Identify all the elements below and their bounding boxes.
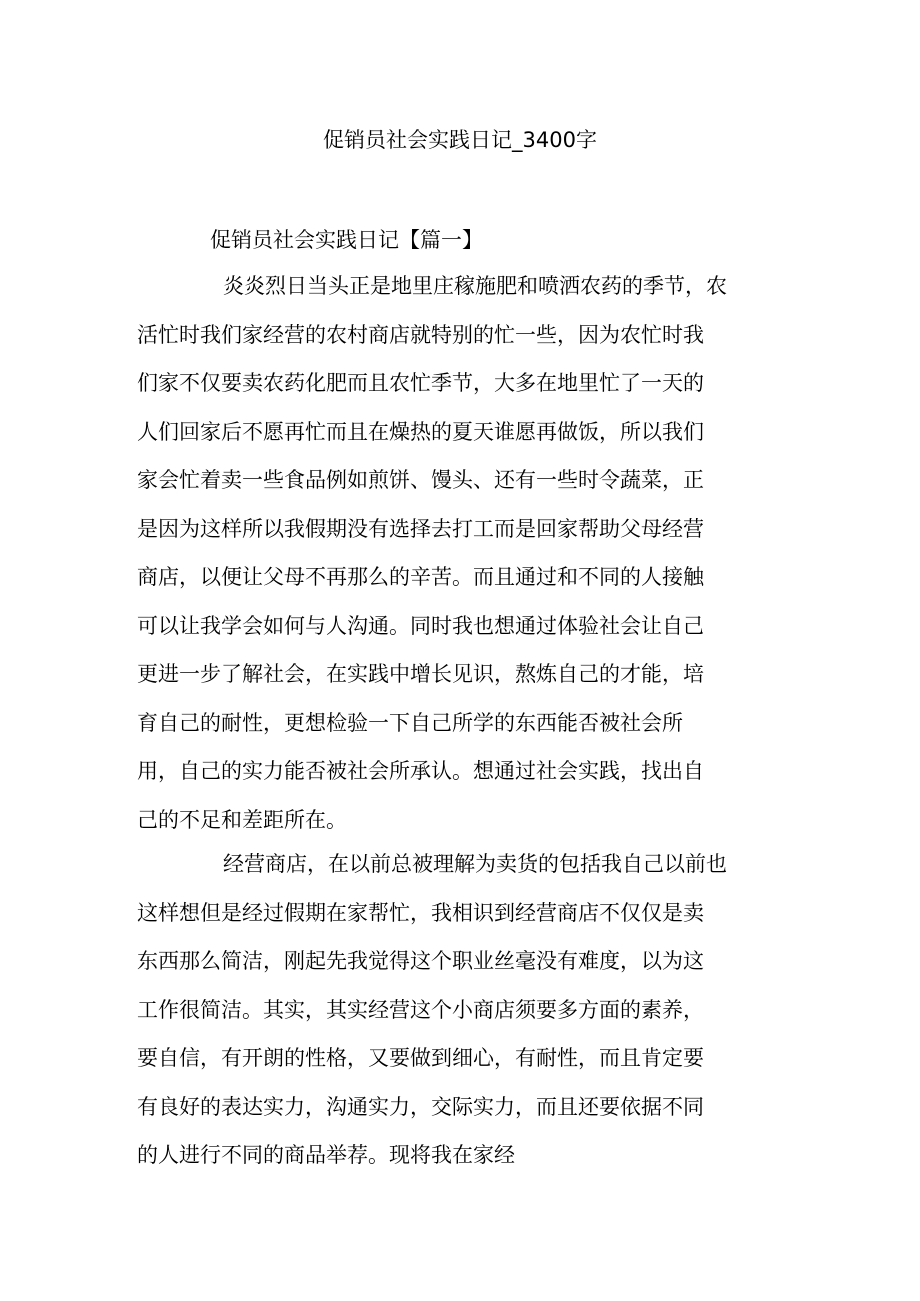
paragraph-line: 东西那么简洁，刚起先我觉得这个职业丝毫没有难度，以为这 [137,949,704,973]
paragraph-line: 这样想但是经过假期在家帮忙，我相识到经营商店不仅仅是卖 [137,900,704,925]
paragraph-line: 可以让我学会如何与人沟通。同时我也想通过体验社会让自己 [137,613,704,638]
paragraph-line: 人们回家后不愿再忙而且在燥热的夏天谁愿再做饭，所以我们 [137,419,704,444]
paragraph-line: 经营商店，在以前总被理解为卖货的包括我自己以前也 [223,852,727,876]
paragraph-line: 更进一步了解社会，在实践中增长见识，熬炼自己的才能，培 [137,662,704,686]
paragraph-1 [137,262,797,844]
paragraph-line: 活忙时我们家经营的农村商店就特别的忙一些，因为农忙时我 [137,322,704,347]
paragraph-line: 们家不仅要卖农药化肥而且农忙季节，大多在地里忙了一天的 [137,371,704,395]
paragraph-line: 工作很简洁。其实，其实经营这个小商店须要多方面的素养， [137,997,704,1022]
section-heading: 促销员社会实践日记【篇一】 [210,228,483,252]
paragraph-line: 有良好的表达实力，沟通实力，交际实力，而且还要依据不同 [137,1094,704,1119]
paragraph-line: 育自己的耐性，更想检验一下自己所学的东西能否被社会所 [137,710,683,735]
paragraph-line: 家会忙着卖一些食品例如煎饼、馒头、还有一些时令蔬菜，正 [137,468,704,492]
paragraph-line: 是因为这样所以我假期没有选择去打工而是回家帮助父母经营 [137,516,704,541]
paragraph-line: 炎炎烈日当头正是地里庄稼施肥和喷洒农药的季节，农 [223,274,727,298]
document-title: 促销员社会实践日记_3400字 [323,128,597,152]
paragraph-line: 商店，以便让父母不再那么的辛苦。而且通过和不同的人接触 [137,565,704,589]
paragraph-line: 要自信，有开朗的性格，又要做到细心，有耐性，而且肯定要 [137,1046,704,1070]
paragraph-line: 的人进行不同的商品举荐。现将我在家经 [137,1143,515,1167]
paragraph-line: 己的不足和差距所在。 [137,807,347,832]
paragraph-2 [137,840,797,1180]
paragraph-line: 用，自己的实力能否被社会所承认。想通过社会实践，找出自 [137,759,704,783]
